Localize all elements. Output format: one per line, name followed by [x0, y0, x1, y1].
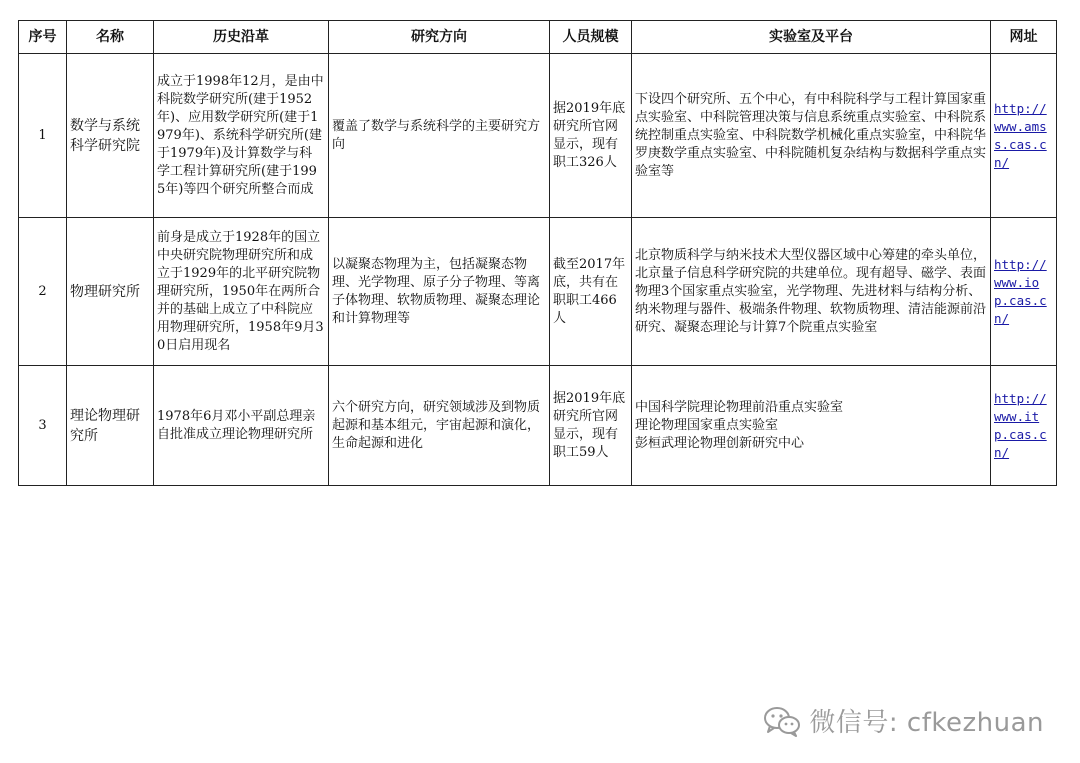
cell-staff: 据2019年底研究所官网显示，现有职工326人: [550, 54, 632, 218]
cell-staff: 截至2017年底，共有在职职工466人: [550, 218, 632, 366]
table-row: [19, 366, 1057, 486]
cell-url: [991, 366, 1057, 486]
table-row: [19, 54, 1057, 218]
cell-url: [991, 54, 1057, 218]
lab-line: 中国科学院理论物理前沿重点实验室: [635, 399, 844, 415]
header-staff: 人员规模: [550, 21, 632, 54]
lab-line: 理论物理国家重点实验室: [635, 417, 779, 433]
cell-seq: 1: [19, 54, 67, 218]
header-name: 名称: [67, 21, 154, 54]
institutes-table: [18, 20, 1057, 486]
header-seq: 序号: [19, 21, 67, 54]
cell-name: 理论物理研究所: [67, 366, 154, 486]
cell-name: 物理研究所: [67, 218, 154, 366]
cell-labs: [632, 366, 991, 486]
cell-seq: 2: [19, 218, 67, 366]
watermark-text: 微信号: cfkezhuan: [809, 708, 1044, 738]
cell-direction: 六个研究方向，研究领域涉及到物质起源和基本组元，宇宙起源和演化，生命起源和进化: [329, 366, 550, 486]
header-history: 历史沿革: [154, 21, 329, 54]
lab-line: 彭桓武理论物理创新研究中心: [635, 435, 805, 451]
institute-link[interactable]: http://www.amss.cas.cn/: [994, 100, 1047, 170]
cell-direction: 覆盖了数学与系统科学的主要研究方向: [329, 54, 550, 218]
wechat-watermark: [763, 702, 1044, 739]
header-labs: 实验室及平台: [632, 21, 991, 54]
cell-seq: 3: [19, 366, 67, 486]
table-header-row: [19, 21, 1057, 54]
wechat-icon: [763, 705, 801, 737]
cell-labs: 北京物质科学与纳米技术大型仪器区域中心筹建的牵头单位，北京量子信息科学研究院的共建单位。现有超导、磁学、表面物理3个国家重点实验室，光学物理、先进材料与结构分析、纳米物理与器件、极端条件物理、软物质物理、清洁能源前沿研究、凝聚态理论与计算7个院重点实验室: [632, 218, 991, 366]
cell-labs: 下设四个研究所、五个中心，有中科院科学与工程计算国家重点实验室、中科院管理决策与信息系统重点实验室、中科院系统控制重点实验室、中科院数学机械化重点实验室，中科院华罗庚数学重点实验室、中科院随机复杂结构与数据科学重点实验室等: [632, 54, 991, 218]
cell-staff: 据2019年底研究所官网显示，现有职工59人: [550, 366, 632, 486]
header-url: 网址: [991, 21, 1057, 54]
institute-link[interactable]: http://www.iop.cas.cn/: [994, 256, 1047, 326]
cell-url: [991, 218, 1057, 366]
cell-history: 前身是成立于1928年的国立中央研究院物理研究所和成立于1929年的北平研究院物理研究所，1950年在两所合并的基础上成立了中科院应用物理研究所，1958年9月30日启用现名: [154, 218, 329, 366]
cell-direction: 以凝聚态物理为主，包括凝聚态物理、光学物理、原子分子物理、等离子体物理、软物质物理、凝聚态理论和计算物理等: [329, 218, 550, 366]
header-direction: 研究方向: [329, 21, 550, 54]
cell-history: 成立于1998年12月，是由中科院数学研究所(建于1952年)、应用数学研究所(建于1979年)、系统科学研究所(建于1979年)及计算数学与科学工程计算研究所(建于1995年)等四个研究所整合而成: [154, 54, 329, 218]
table-container: [18, 20, 1057, 486]
cell-history: 1978年6月邓小平副总理亲自批准成立理论物理研究所: [154, 366, 329, 486]
cell-name: 数学与系统科学研究院: [67, 54, 154, 218]
institute-link[interactable]: http://www.itp.cas.cn/: [994, 390, 1047, 460]
table-row: [19, 218, 1057, 366]
